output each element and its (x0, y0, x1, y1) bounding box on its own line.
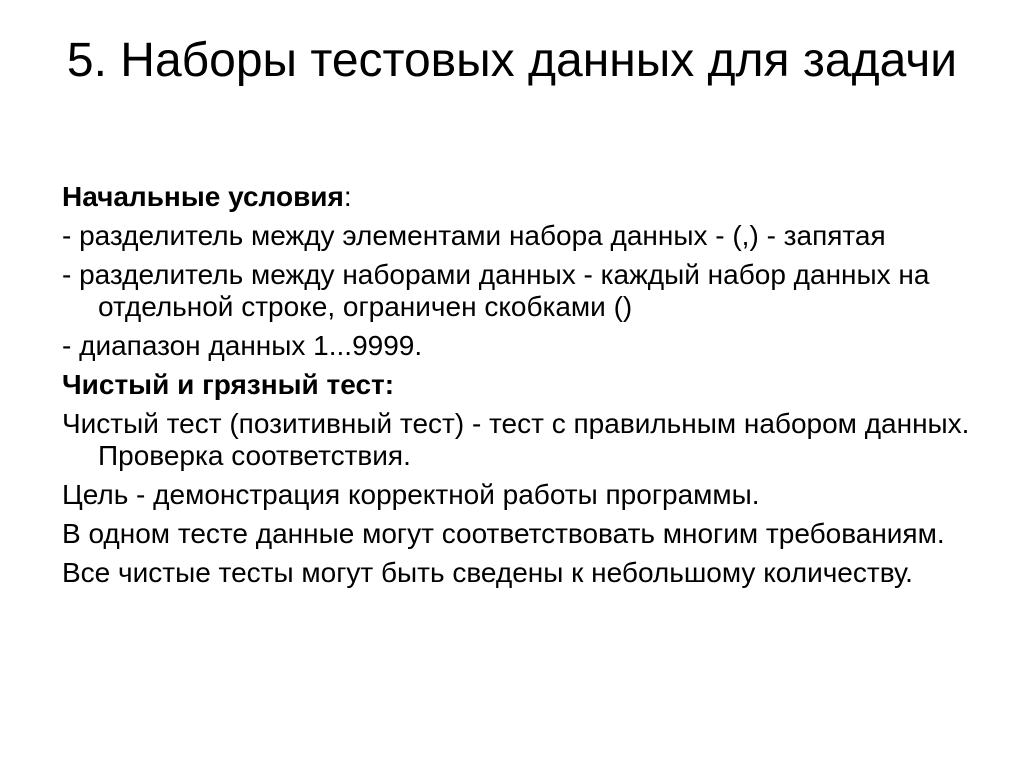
condition-item-separator-elements: - разделитель между элементами набора данных - (,) - запятая (62, 220, 886, 251)
slide-body (62, 181, 972, 596)
initial-conditions-heading (62, 181, 972, 213)
clean-test-goal: Цель - демонстрация корректной работы программы. (62, 479, 760, 510)
slide-title: 5. Наборы тестовых данных для задачи (66, 34, 958, 87)
initial-conditions-colon: : (343, 181, 352, 212)
clean-dirty-heading: Чистый и грязный тест: (62, 369, 395, 400)
condition-item-data-range: - диапазон данных 1...9999. (62, 330, 423, 361)
clean-test-definition: Чистый тест (позитивный тест) - тест с правильным набором данных. Проверка соответствия. (62, 408, 970, 471)
condition-item-separator-sets: - разделитель между наборами данных - каждый набор данных на отдельной строке, ограничен скобками () (62, 259, 930, 322)
clean-test-multiple-requirements: В одном тесте данные могут соответствовать многим требованиям. (62, 518, 945, 549)
clean-test-reduction: Все чистые тесты могут быть сведены к небольшому количеству. (62, 557, 913, 588)
initial-conditions-heading-text: Начальные условия (62, 181, 344, 212)
